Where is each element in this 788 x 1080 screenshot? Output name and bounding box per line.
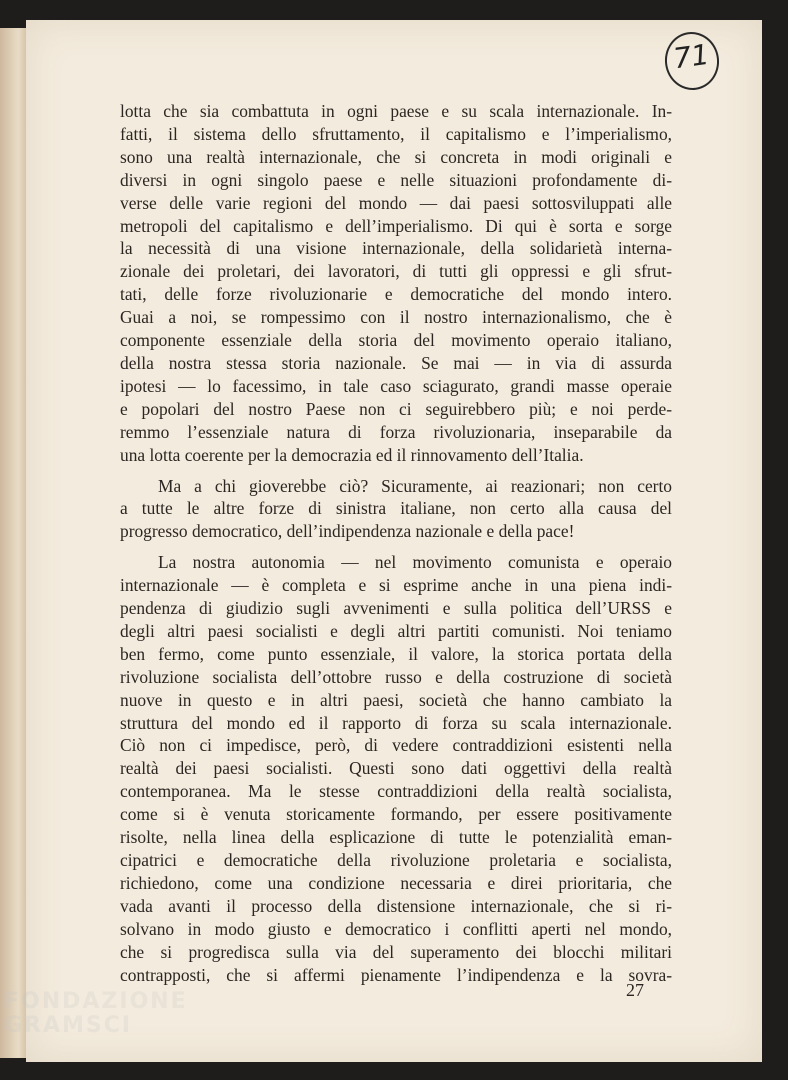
text-line: pendenza di giudizio sugli avvenimenti e sulla politica dell’URSS e: [120, 598, 672, 619]
text-line: internazionale — è completa e si esprime anche in una piena indi-: [120, 575, 672, 596]
watermark-line: GRAMSCI: [4, 1013, 133, 1038]
paragraph: [120, 475, 672, 544]
paragraph-gap: [120, 467, 672, 475]
text-line: solvano in modo giusto e democratico i conflitti aperti nel mondo,: [120, 918, 672, 939]
paragraph-gap: [120, 543, 672, 551]
text-line: e popolari del nostro Paese non ci seguirebbero più; e noi perde-: [120, 398, 672, 419]
text-line: struttura del mondo ed il rapporto di forza su scala internazionale.: [120, 712, 672, 733]
text-line: contemporanea. Ma le stesse contraddizioni della realtà socialista,: [120, 781, 672, 802]
stamp-number: 71: [671, 37, 712, 76]
watermark: [4, 990, 188, 1038]
text-line: nuove in questo e in altri paesi, società che hanno cambiato la: [120, 689, 672, 710]
body-text: [120, 100, 672, 986]
text-line: verse delle varie regioni del mondo — dai paesi sottosviluppati alle: [120, 192, 672, 213]
text-line: vada avanti il processo della distensione internazionale, che si ri-: [120, 895, 672, 916]
paragraph: [120, 100, 672, 467]
text-line: la necessità di una visione internazionale, della solidarietà interna-: [120, 238, 672, 259]
text-line: cipatrici e democratiche della rivoluzione proletaria e socialista,: [120, 850, 672, 870]
paragraph: [120, 551, 672, 986]
text-line: Ma a chi gioverebbe ciò? Sicuramente, ai reazionari; non certo: [158, 475, 672, 496]
text-line: richiedono, come una condizione necessaria e direi prioritaria, che: [120, 872, 672, 893]
text-line: come si è venuta storicamente formando, per essere positivamente: [120, 804, 672, 825]
text-line: diversi in ogni singolo paese e nelle situazioni profondamente di-: [120, 169, 672, 190]
text-line: Guai a noi, se rompessimo con il nostro internazionalismo, che è: [120, 307, 672, 328]
handwritten-folio-stamp: [661, 29, 723, 94]
text-line: realtà dei paesi socialisti. Questi sono dati oggettivi della realtà: [120, 758, 672, 779]
text-line: che si progredisca sulla via del superamento dei blocchi militari: [120, 941, 672, 962]
text-line: sono una realtà internazionale, che si concreta in modi originali e: [120, 146, 672, 167]
text-line: degli altri paesi socialisti e degli altri partiti comunisti. Noi teniamo: [120, 620, 672, 641]
text-line: lotta che sia combattuta in ogni paese e su scala internazionale. In-: [120, 101, 672, 121]
book-page: [26, 20, 762, 1062]
text-line: metropoli del capitalismo e dell’imperialismo. Di qui è sorta e sorge: [120, 215, 672, 236]
text-line: una lotta coerente per la democrazia ed il rinnovamento dell’Italia.: [120, 444, 584, 465]
text-line: Ciò non ci impedisce, però, di vedere contraddizioni esistenti nella: [120, 735, 672, 756]
adjacent-page-edge: [0, 28, 26, 1058]
text-line: componente essenziale della storia del movimento operaio italiano,: [120, 330, 672, 351]
text-line: rivoluzione socialista dell’ottobre russo e della costruzione di società: [120, 666, 672, 687]
text-line: a tutte le altre forze di sinistra italiane, non certo alla causa del: [120, 498, 672, 519]
text-line: ipotesi — lo facessimo, in tale caso sciagurato, grandi masse operaie: [120, 375, 672, 396]
text-line: progresso democratico, dell’indipendenza nazionale e della pace!: [120, 521, 575, 542]
text-line: contrapposti, che si affermi pienamente l’indipendenza e la sovra-: [120, 964, 672, 985]
text-line: fatti, il sistema dello sfruttamento, il capitalismo e l’imperialismo,: [120, 123, 672, 144]
text-line: risolte, nella linea della esplicazione di tutte le potenzialità eman-: [120, 827, 672, 848]
watermark-line: FONDAZIONE: [4, 989, 188, 1014]
text-line: tati, delle forze rivoluzionarie e democratiche del mondo intero.: [120, 284, 672, 305]
text-line: remmo l’essenziale natura di forza rivoluzionaria, inseparabile da: [120, 421, 672, 442]
text-line: della nostra stessa storia nazionale. Se mai — in via di assurda: [120, 352, 672, 373]
text-line: ben fermo, come punto essenziale, il valore, la storica portata della: [120, 643, 672, 664]
page-number: 27: [626, 980, 644, 1000]
text-line: La nostra autonomia — nel movimento comunista e operaio: [158, 552, 672, 573]
text-line: zionale dei proletari, dei lavoratori, di tutti gli oppressi e gli sfrut-: [120, 261, 672, 282]
